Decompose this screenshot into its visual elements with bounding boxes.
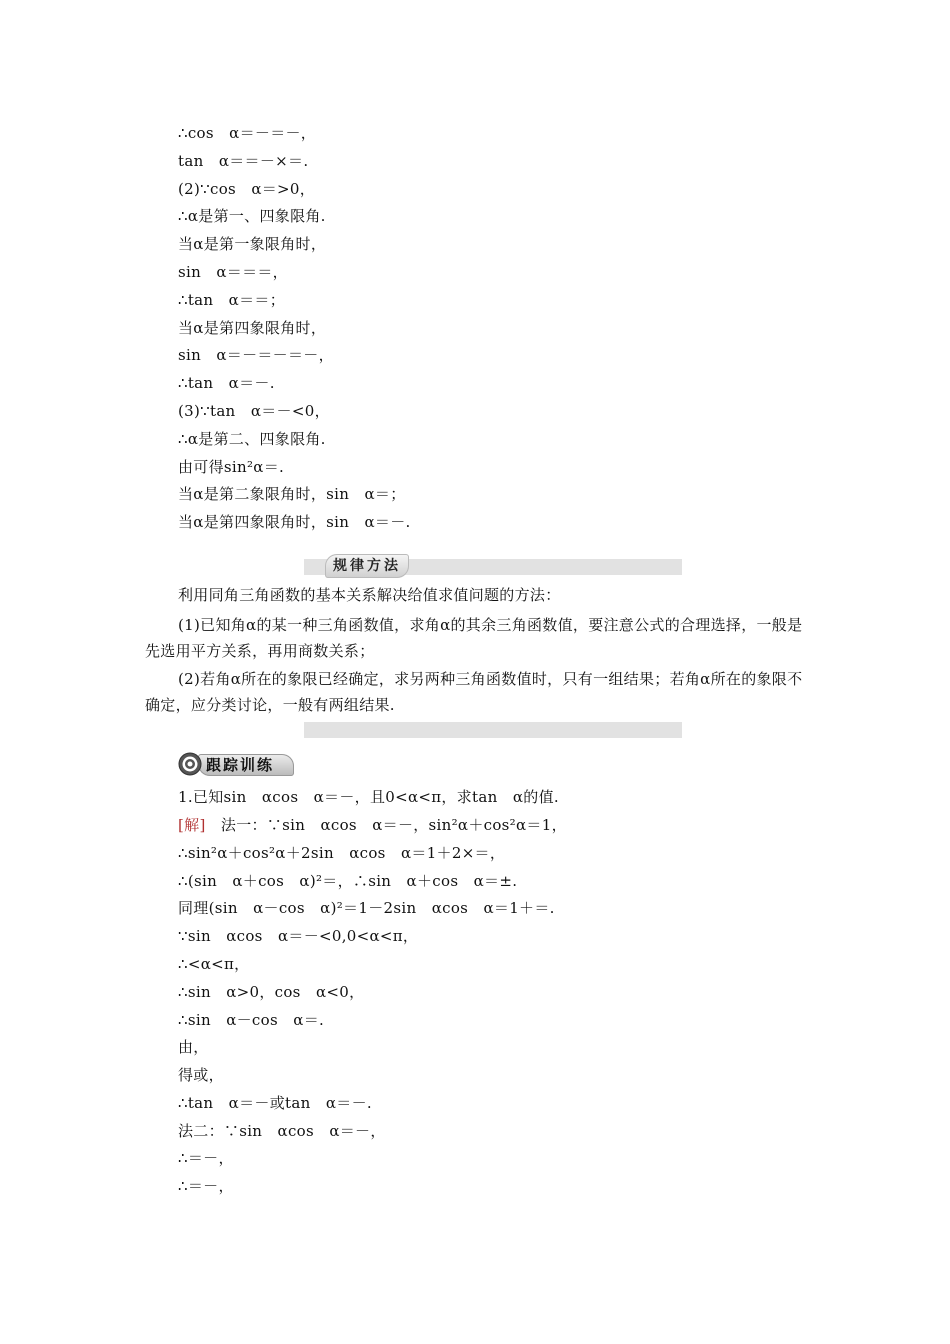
solution-line: 法二：∵sin αcos α＝－， [178,1122,386,1140]
solution-line: ∴tan α＝－. [178,374,275,392]
practice-header-label: 跟踪训练 [198,754,294,776]
solution-line: 当α是第二象限角时，sin α＝； [178,485,406,503]
method-point-2: (2)若角α所在的象限已经确定，求另两种三角函数值时，只有一组结果；若角α所在的象限不确定，应分类讨论，一般有两组结果. [145,670,803,714]
method-banner [304,559,682,575]
solution-line: tan α＝＝－×＝. [178,152,309,170]
method-banner-label: 规律方法 [325,554,409,578]
method-point-1: (1)已知角α的某一种三角函数值，求角α的其余三角函数值，要注意公式的合理选择，一般是先选用平方关系，再用商数关系； [145,616,803,660]
solution-line: 当α是第四象限角时，sin α＝－. [178,513,411,531]
solution-line: ∴＝－， [178,1149,234,1167]
solution-line: ∴tan α＝＝； [178,291,286,309]
solution-line: ∴α是第一、四象限角. [178,207,326,225]
solution-line: ∴sin²α＋cos²α＋2sin αcos α＝1＋2×＝， [178,844,506,862]
problem-answer-start [178,815,567,835]
solution-line: ∴α是第二、四象限角. [178,430,326,448]
solution-line: 由可得sin²α＝. [178,458,285,476]
solution-line: sin α＝－＝－＝－， [178,346,334,364]
solution-line: 当α是第一象限角时， [178,235,327,253]
solution-line: ∴cos α＝－＝－， [178,124,317,142]
problem-question: 1.已知sin αcos α＝－，且0<α<π，求tan α的值. [178,788,559,806]
solution-line: 同理(sin α－cos α)²＝1－2sin αcos α＝1＋＝. [178,899,555,917]
solution-line: ∴tan α＝－或tan α＝－. [178,1094,372,1112]
solution-line: ∴＝－， [178,1177,234,1195]
method-intro: 利用同角三角函数的基本关系解决给值求值问题的方法： [178,586,561,604]
solution-line: 当α是第四象限角时， [178,319,327,337]
answer-first-line: 法一：∵sin αcos α＝－，sin²α＋cos²α＝1， [205,816,567,834]
solution-line: 得或， [178,1066,224,1084]
target-icon [178,752,202,776]
solution-line: ∴sin α－cos α＝. [178,1011,325,1029]
solution-line: (3)∵tan α＝－<0， [178,402,330,420]
answer-tag: [解] [178,816,206,834]
solution-line: ∴<α<π， [178,955,250,973]
practice-header [178,752,296,778]
solution-line: ∵sin αcos α＝－<0,0<α<π， [178,927,419,945]
solution-line: 由， [178,1038,209,1056]
solution-line: ∴sin α>0，cos α<0， [178,983,365,1001]
solution-line: sin α＝＝＝， [178,263,288,281]
solution-line: (2)∵cos α＝>0， [178,180,316,198]
method-banner-end [304,722,682,738]
solution-line: ∴(sin α＋cos α)²＝，∴sin α＋cos α＝±. [178,872,518,890]
